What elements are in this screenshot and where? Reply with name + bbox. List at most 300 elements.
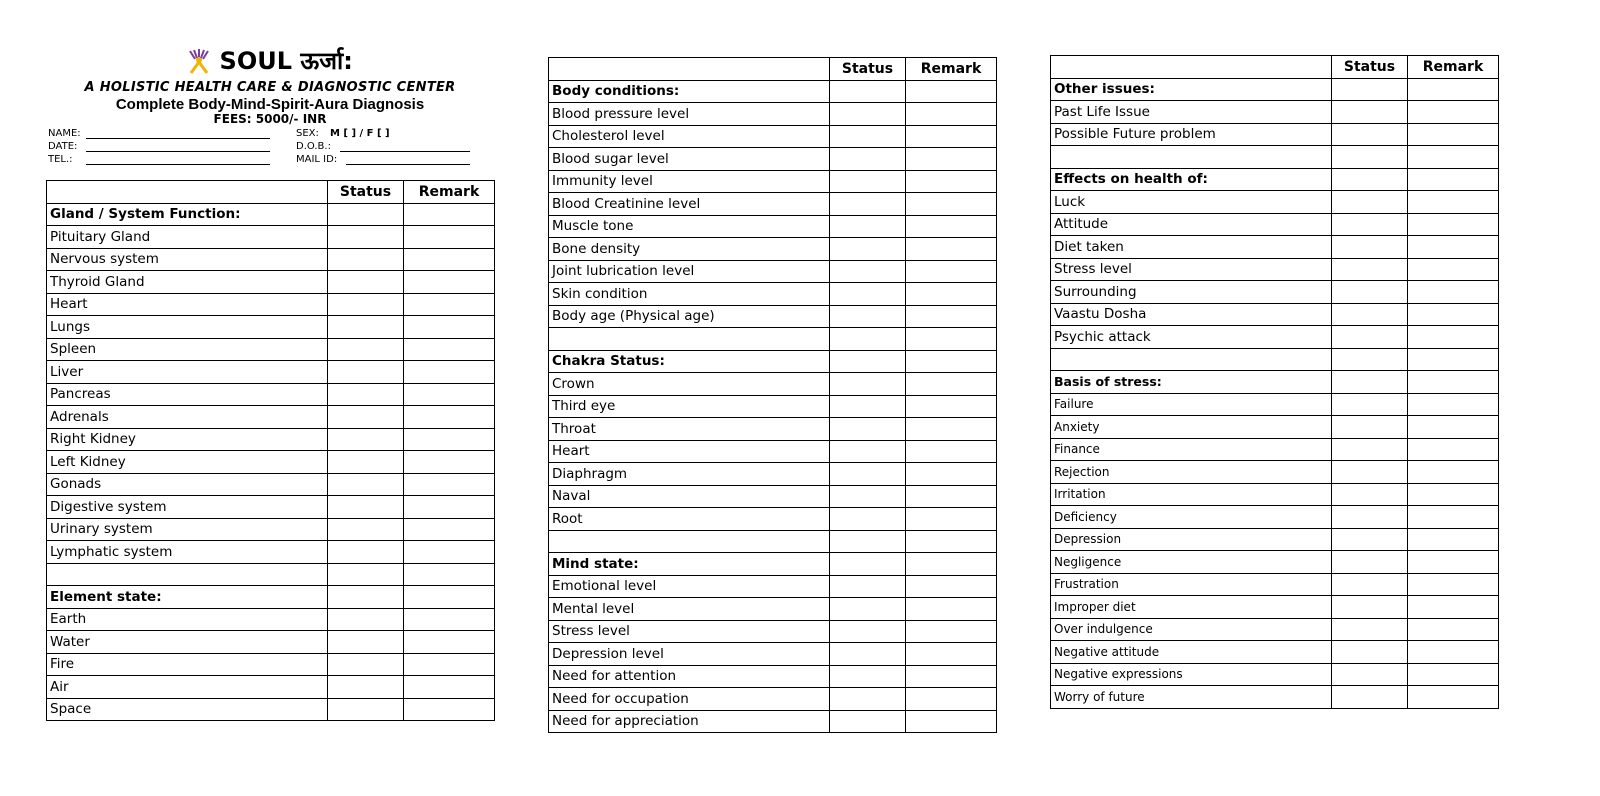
status-cell[interactable] [830, 305, 906, 328]
remark-cell[interactable] [906, 508, 997, 531]
status-cell[interactable] [830, 260, 906, 283]
status-cell[interactable] [1332, 438, 1408, 461]
gland-system-table [46, 180, 495, 721]
remark-cell[interactable] [1408, 326, 1499, 349]
name-label: NAME: [48, 128, 81, 139]
table-row [47, 698, 495, 721]
status-cell[interactable] [830, 395, 906, 418]
table-row [1051, 663, 1499, 686]
table-row [549, 395, 997, 418]
remark-cell[interactable] [404, 293, 495, 316]
remark-cell[interactable] [1408, 213, 1499, 236]
status-cell[interactable] [328, 541, 404, 564]
issues-stress-table [1050, 55, 1499, 709]
table-row [47, 338, 495, 361]
status-cell[interactable] [1332, 101, 1408, 124]
section-row [47, 586, 495, 609]
remark-cell[interactable] [404, 676, 495, 699]
table-row [549, 260, 997, 283]
row-label: Body age (Physical age) [549, 305, 830, 328]
remark-cell[interactable] [906, 530, 997, 553]
table-row [47, 316, 495, 339]
remark-cell[interactable] [404, 451, 495, 474]
remark-cell[interactable] [404, 473, 495, 496]
status-cell[interactable] [1332, 551, 1408, 574]
table-row [47, 293, 495, 316]
section-heading: Chakra Status: [549, 350, 830, 373]
table-row [1051, 483, 1499, 506]
remark-cell[interactable] [906, 553, 997, 576]
status-cell[interactable] [830, 170, 906, 193]
remark-cell[interactable] [906, 575, 997, 598]
remark-cell[interactable] [404, 631, 495, 654]
remark-cell[interactable] [404, 541, 495, 564]
row-label: Luck [1051, 191, 1332, 214]
status-cell[interactable] [328, 451, 404, 474]
remark-header: Remark [906, 58, 997, 81]
status-cell[interactable] [1332, 528, 1408, 551]
remark-cell[interactable] [1408, 483, 1499, 506]
row-label: Naval [549, 485, 830, 508]
status-cell[interactable] [830, 125, 906, 148]
status-cell[interactable] [830, 463, 906, 486]
status-cell[interactable] [1332, 506, 1408, 529]
row-label: Adrenals [47, 406, 328, 429]
status-cell[interactable] [1332, 686, 1408, 709]
remark-cell[interactable] [1408, 686, 1499, 709]
remark-cell[interactable] [906, 170, 997, 193]
row-label: Joint lubrication level [549, 260, 830, 283]
section-heading: Element state: [47, 586, 328, 609]
row-label: Past Life Issue [1051, 101, 1332, 124]
remark-cell[interactable] [404, 361, 495, 384]
remark-cell[interactable] [906, 710, 997, 733]
remark-cell[interactable] [906, 373, 997, 396]
status-cell[interactable] [328, 338, 404, 361]
table-row [549, 283, 997, 306]
table-row [1051, 416, 1499, 439]
status-header: Status [328, 181, 404, 204]
section-heading: Other issues: [1051, 78, 1332, 101]
status-cell[interactable] [830, 418, 906, 441]
remark-cell[interactable] [1408, 123, 1499, 146]
status-cell[interactable] [1332, 483, 1408, 506]
remark-cell[interactable] [906, 328, 997, 351]
table-row [47, 676, 495, 699]
row-label: Depression level [549, 643, 830, 666]
status-cell[interactable] [1332, 281, 1408, 304]
status-cell[interactable] [1332, 461, 1408, 484]
remark-cell[interactable] [1408, 393, 1499, 416]
section-heading: Gland / System Function: [47, 203, 328, 226]
table-row [549, 215, 997, 238]
row-label: Throat [549, 418, 830, 441]
row-label: Bone density [549, 238, 830, 261]
status-cell[interactable] [328, 563, 404, 586]
dob-field[interactable] [340, 141, 470, 152]
row-label [1051, 348, 1332, 371]
table-row [1051, 258, 1499, 281]
table-row [549, 485, 997, 508]
status-cell[interactable] [328, 676, 404, 699]
status-cell[interactable] [328, 248, 404, 271]
remark-cell[interactable] [404, 226, 495, 249]
status-cell[interactable] [830, 710, 906, 733]
remark-cell[interactable] [1408, 348, 1499, 371]
remark-header: Remark [1408, 56, 1499, 79]
row-label: Muscle tone [549, 215, 830, 238]
row-label: Attitude [1051, 213, 1332, 236]
row-label: Blood pressure level [549, 103, 830, 126]
row-label: Need for occupation [549, 688, 830, 711]
remark-cell[interactable] [906, 283, 997, 306]
row-label: Fire [47, 653, 328, 676]
fees: FEES: 5000/- INR [213, 112, 327, 126]
table-row [47, 496, 495, 519]
row-label: Gonads [47, 473, 328, 496]
status-cell[interactable] [328, 226, 404, 249]
status-cell[interactable] [328, 653, 404, 676]
remark-cell[interactable] [1408, 506, 1499, 529]
dob-label: D.O.B.: [296, 141, 331, 152]
status-cell[interactable] [830, 103, 906, 126]
section-row [549, 80, 997, 103]
remark-cell[interactable] [1408, 596, 1499, 619]
table-row [1051, 191, 1499, 214]
remark-cell[interactable] [404, 271, 495, 294]
table-row [47, 518, 495, 541]
remark-cell[interactable] [1408, 281, 1499, 304]
status-cell[interactable] [830, 665, 906, 688]
table-row [1051, 326, 1499, 349]
row-label: Spleen [47, 338, 328, 361]
status-cell[interactable] [1332, 258, 1408, 281]
status-cell[interactable] [830, 238, 906, 261]
row-label: Rejection [1051, 461, 1332, 484]
table-row [1051, 438, 1499, 461]
status-cell[interactable] [830, 440, 906, 463]
status-cell[interactable] [1332, 191, 1408, 214]
table-row [1051, 101, 1499, 124]
remark-cell[interactable] [906, 193, 997, 216]
status-cell[interactable] [830, 148, 906, 171]
remark-cell[interactable] [404, 383, 495, 406]
section-row [1051, 371, 1499, 394]
table-row [1051, 146, 1499, 169]
table-row [47, 631, 495, 654]
table-row [47, 383, 495, 406]
row-label: Water [47, 631, 328, 654]
remark-cell[interactable] [906, 80, 997, 103]
remark-cell[interactable] [906, 103, 997, 126]
status-cell[interactable] [1332, 303, 1408, 326]
status-cell[interactable] [1332, 596, 1408, 619]
sex-label: SEX: [296, 128, 319, 139]
remark-cell[interactable] [404, 248, 495, 271]
status-cell[interactable] [830, 688, 906, 711]
status-cell[interactable] [1332, 78, 1408, 101]
status-cell[interactable] [328, 406, 404, 429]
status-cell[interactable] [830, 193, 906, 216]
remark-cell[interactable] [906, 440, 997, 463]
row-label: Stress level [549, 620, 830, 643]
status-cell[interactable] [830, 575, 906, 598]
table-row [549, 305, 997, 328]
status-cell[interactable] [328, 496, 404, 519]
status-cell[interactable] [1332, 371, 1408, 394]
row-label: Pancreas [47, 383, 328, 406]
table-row [47, 473, 495, 496]
status-cell[interactable] [830, 373, 906, 396]
row-label: Immunity level [549, 170, 830, 193]
table-row [47, 541, 495, 564]
section-heading: Effects on health of: [1051, 168, 1332, 191]
remark-cell[interactable] [906, 260, 997, 283]
table-row [47, 563, 495, 586]
table-row [1051, 123, 1499, 146]
status-cell[interactable] [1332, 348, 1408, 371]
status-cell[interactable] [1332, 236, 1408, 259]
row-label: Surrounding [1051, 281, 1332, 304]
status-cell[interactable] [1332, 416, 1408, 439]
date-field[interactable] [86, 141, 270, 152]
row-label: Finance [1051, 438, 1332, 461]
row-label: Lungs [47, 316, 328, 339]
row-label: Cholesterol level [549, 125, 830, 148]
status-cell[interactable] [830, 620, 906, 643]
remark-cell[interactable] [1408, 78, 1499, 101]
status-cell[interactable] [328, 293, 404, 316]
status-cell[interactable] [328, 608, 404, 631]
status-cell[interactable] [830, 485, 906, 508]
remark-cell[interactable] [1408, 416, 1499, 439]
remark-cell[interactable] [1408, 573, 1499, 596]
remark-cell[interactable] [1408, 101, 1499, 124]
table-row [549, 620, 997, 643]
status-cell[interactable] [1332, 641, 1408, 664]
remark-cell[interactable] [404, 586, 495, 609]
blank-header [1051, 56, 1332, 79]
status-cell[interactable] [830, 350, 906, 373]
remark-cell[interactable] [906, 643, 997, 666]
remark-cell[interactable] [1408, 371, 1499, 394]
status-cell[interactable] [830, 530, 906, 553]
remark-cell[interactable] [906, 215, 997, 238]
table-row [549, 575, 997, 598]
table-row [549, 688, 997, 711]
status-cell[interactable] [328, 361, 404, 384]
table-row [47, 271, 495, 294]
section-heading: Basis of stress: [1051, 371, 1332, 394]
remark-cell[interactable] [906, 305, 997, 328]
row-label: Need for appreciation [549, 710, 830, 733]
row-label: Irritation [1051, 483, 1332, 506]
row-label: Negligence [1051, 551, 1332, 574]
status-cell[interactable] [1332, 573, 1408, 596]
section-row [1051, 78, 1499, 101]
status-cell[interactable] [830, 215, 906, 238]
remark-cell[interactable] [1408, 618, 1499, 641]
status-cell[interactable] [830, 80, 906, 103]
row-label: Worry of future [1051, 686, 1332, 709]
row-label [549, 530, 830, 553]
remark-cell[interactable] [906, 125, 997, 148]
table-row [549, 440, 997, 463]
status-cell[interactable] [1332, 393, 1408, 416]
row-label [1051, 146, 1332, 169]
status-cell[interactable] [328, 316, 404, 339]
blank-header [549, 58, 830, 81]
status-cell[interactable] [328, 383, 404, 406]
status-cell[interactable] [1332, 326, 1408, 349]
table-row [47, 361, 495, 384]
remark-cell[interactable] [1408, 461, 1499, 484]
table-row [1051, 393, 1499, 416]
remark-cell[interactable] [906, 688, 997, 711]
table-row [549, 238, 997, 261]
remark-cell[interactable] [404, 653, 495, 676]
remark-cell[interactable] [404, 316, 495, 339]
page-title: Complete Body-Mind-Spirit-Aura Diagnosis [115, 96, 425, 113]
row-label: Vaastu Dosha [1051, 303, 1332, 326]
row-label: Psychic attack [1051, 326, 1332, 349]
status-cell[interactable] [1332, 618, 1408, 641]
tagline: A HOLISTIC HEALTH CARE & DIAGNOSTIC CENTER [84, 80, 456, 95]
remark-cell[interactable] [906, 238, 997, 261]
row-label: Liver [47, 361, 328, 384]
table-row [549, 373, 997, 396]
table-row [47, 451, 495, 474]
status-cell[interactable] [830, 643, 906, 666]
status-cell[interactable] [1332, 663, 1408, 686]
section-heading: Body conditions: [549, 80, 830, 103]
row-label: Depression [1051, 528, 1332, 551]
remark-cell[interactable] [404, 496, 495, 519]
remark-cell[interactable] [906, 598, 997, 621]
remark-cell[interactable] [906, 665, 997, 688]
mail-label: MAIL ID: [296, 154, 338, 165]
sex-value[interactable]: M [ ] / F [ ] [330, 128, 390, 139]
remark-cell[interactable] [1408, 438, 1499, 461]
row-label: Negative expressions [1051, 663, 1332, 686]
mail-field[interactable] [346, 154, 470, 165]
row-label: Failure [1051, 393, 1332, 416]
status-cell[interactable] [328, 203, 404, 226]
remark-cell[interactable] [1408, 168, 1499, 191]
status-cell[interactable] [328, 631, 404, 654]
status-cell[interactable] [830, 508, 906, 531]
row-label: Heart [47, 293, 328, 316]
section-row [47, 203, 495, 226]
logo [46, 44, 494, 78]
remark-cell[interactable] [906, 463, 997, 486]
table-row [1051, 348, 1499, 371]
remark-cell[interactable] [404, 203, 495, 226]
table-row [1051, 641, 1499, 664]
table-row [1051, 618, 1499, 641]
row-label: Need for attention [549, 665, 830, 688]
remark-cell[interactable] [1408, 258, 1499, 281]
status-cell[interactable] [830, 553, 906, 576]
table-row [1051, 303, 1499, 326]
remark-cell[interactable] [1408, 528, 1499, 551]
remark-cell[interactable] [404, 428, 495, 451]
table-row [1051, 573, 1499, 596]
status-cell[interactable] [328, 271, 404, 294]
status-cell[interactable] [1332, 146, 1408, 169]
remark-cell[interactable] [1408, 236, 1499, 259]
remark-cell[interactable] [404, 608, 495, 631]
table-row [549, 665, 997, 688]
tel-field[interactable] [86, 154, 270, 165]
status-cell[interactable] [1332, 213, 1408, 236]
remark-cell[interactable] [1408, 303, 1499, 326]
remark-cell[interactable] [404, 563, 495, 586]
remark-cell[interactable] [404, 518, 495, 541]
row-label: Skin condition [549, 283, 830, 306]
row-label: Right Kidney [47, 428, 328, 451]
table-row [1051, 686, 1499, 709]
remark-cell[interactable] [906, 485, 997, 508]
soul-logo-icon [187, 49, 211, 75]
row-label: Blood Creatinine level [549, 193, 830, 216]
remark-cell[interactable] [906, 620, 997, 643]
status-cell[interactable] [328, 428, 404, 451]
status-cell[interactable] [1332, 168, 1408, 191]
table-row [549, 418, 997, 441]
remark-cell[interactable] [906, 395, 997, 418]
table-row [549, 598, 997, 621]
row-label: Over indulgence [1051, 618, 1332, 641]
status-cell[interactable] [328, 586, 404, 609]
remark-cell[interactable] [906, 148, 997, 171]
tel-label: TEL.: [48, 154, 73, 165]
row-label: Air [47, 676, 328, 699]
form-header [46, 44, 494, 165]
status-cell[interactable] [328, 698, 404, 721]
status-cell[interactable] [1332, 123, 1408, 146]
status-cell[interactable] [328, 473, 404, 496]
remark-cell[interactable] [1408, 146, 1499, 169]
remark-cell[interactable] [1408, 663, 1499, 686]
row-label: Emotional level [549, 575, 830, 598]
name-field[interactable] [86, 128, 270, 139]
row-label: Digestive system [47, 496, 328, 519]
remark-cell[interactable] [906, 350, 997, 373]
status-cell[interactable] [830, 283, 906, 306]
row-label: Third eye [549, 395, 830, 418]
status-cell[interactable] [328, 518, 404, 541]
table-row [549, 508, 997, 531]
remark-cell[interactable] [1408, 551, 1499, 574]
table-row [47, 653, 495, 676]
table-row [47, 248, 495, 271]
status-cell[interactable] [830, 598, 906, 621]
remark-cell[interactable] [906, 418, 997, 441]
remark-cell[interactable] [404, 338, 495, 361]
table-row [47, 428, 495, 451]
remark-header: Remark [404, 181, 495, 204]
table-row [1051, 281, 1499, 304]
row-label: Nervous system [47, 248, 328, 271]
table-row [1051, 506, 1499, 529]
remark-cell[interactable] [404, 698, 495, 721]
status-cell[interactable] [830, 328, 906, 351]
remark-cell[interactable] [1408, 641, 1499, 664]
remark-cell[interactable] [1408, 191, 1499, 214]
remark-cell[interactable] [404, 406, 495, 429]
row-label: Lymphatic system [47, 541, 328, 564]
